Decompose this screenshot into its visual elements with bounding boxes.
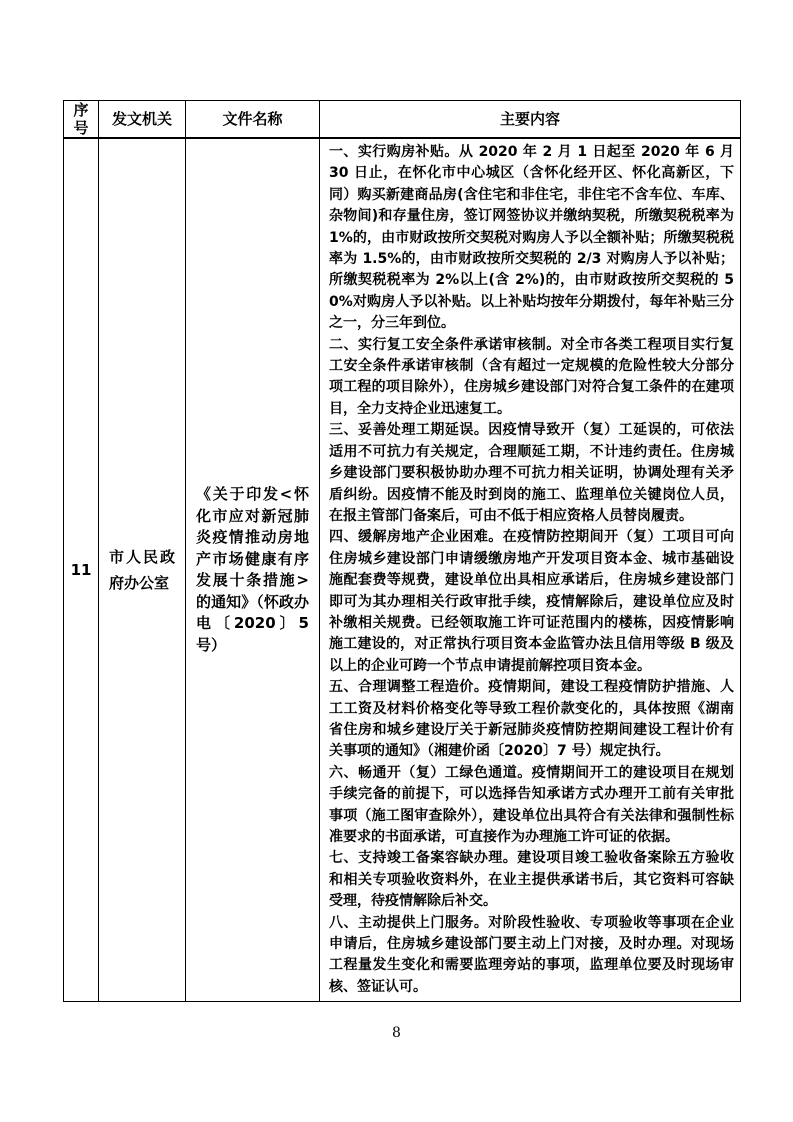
content-item-8: 八、主动提供上门服务。对阶段性验收、专项验收等事项在企业申请后，住房城乡建设部门要主动上门对接，及时办理。对现场工程量发生变化和需要监理旁站的事项，监理单位要及时现场审核、签证认可。: [329, 914, 734, 995]
header-serial-number-label: 序号: [73, 101, 89, 137]
header-main-content-label: 主要内容: [499, 110, 560, 128]
content-item-3: 三、妥善处理工期延误。因疫情导致开（复）工延误的，可依法适用不可抗力有关规定，合理顺延工期，不计违约责任。住房城乡建设部门要积极协助办理不可抗力相关证明，协调处理有关矛盾纠纷。因疫情不能及时到岗的施工、监理单位关键岗位人员，在报主管部门备案后，可由不低于相应资格人员替岗履责。: [329, 422, 734, 524]
content-item-5: 五、合理调整工程造价。疫情期间，建设工程疫情防护措施、人工工资及材料价格变化等导致工程价款变化的，具体按照《湖南省住房和城乡建设厅关于新冠肺炎疫情防控期间建设工程计价有关事项的通知》（湘建价函〔2020〕7 号）规定执行。: [329, 679, 734, 760]
cell-issuing-agency: [99, 139, 186, 1001]
issuing-agency-value: 市人民政府办公室: [109, 548, 175, 593]
content-item-6: 六、畅通开（复）工绿色通道。疫情期间开工的建设项目在规划手续完备的前提下，可以选择告知承诺方式办理开工前有关审批事项（施工图审查除外），建设单位出具符合有关法律和强制性标准要求的书面承诺，可直接作为办理施工许可证的依据。: [329, 764, 734, 845]
header-document-name: [186, 101, 320, 139]
content-item-2: 二、实行复工安全条件承诺审核制。对全市各类工程项目实行复工安全条件承诺审核制（含有超过一定规模的危险性较大分部分项工程的项目除外），住房城乡建设部门对符合复工条件的在建项目，全力支持企业迅速复工。: [329, 336, 734, 417]
header-main-content: [320, 101, 740, 139]
header-issuing-agency: [99, 101, 186, 139]
cell-serial-number: [64, 139, 99, 1001]
content-item-1: 一、实行购房补贴。从 2020 年 2 月 1 日起至 2020 年 6 月 30 日止，在怀化市中心城区（含怀化经开区、怀化高新区，下同）购买新建商品房(含住宅和非住宅，非住宅不含车位、车库、杂物间)和存量住房，签订网签协议并缴纳契税，所缴契税税率为 1%的，由市财政按所交契税对购房人予以全额补贴；所缴契税税率为 1.5%的，由市财政按所交契税的 2/3 对购房人予以补贴；所缴契税税率为 2%以上(含 2%)的，由市财政按所交契税的 50%对购房人予以补贴。以上补贴均按年分期拨付，每年补贴三分之一，分三年到位。: [329, 144, 734, 332]
policy-table: [63, 100, 741, 1002]
header-serial-number: [64, 101, 99, 139]
cell-main-content: [320, 139, 740, 1001]
page-number: 8: [392, 1025, 401, 1041]
header-issuing-agency-label: 发文机关: [111, 110, 172, 128]
document-name-value: 《关于印发<怀化市应对新冠肺炎疫情推动房地产市场健康有序发展十条措施>的通知》（怀政办电〔2020〕5 号）: [196, 485, 309, 654]
content-item-4: 四、缓解房地产企业困难。在疫情防控期间开（复）工项目可向住房城乡建设部门申请缓缴房地产开发项目资本金、城市基础设施配套费等规费，建设单位出具相应承诺后，住房城乡建设部门即可为其办理相关行政审批手续，疫情解除后，建设单位应及时补缴相关规费。已经领取施工许可证范围内的楼栋，因疫情影响施工建设的，对正常执行项目资本金监管办法且信用等级 B 级及以上的企业可跨一个节点申请提前解控项目资本金。: [329, 529, 734, 674]
header-document-name-label: 文件名称: [222, 110, 283, 128]
cell-document-name: [186, 139, 320, 1001]
content-item-7: 七、支持竣工备案容缺办理。建设项目竣工验收备案除五方验收和相关专项验收资料外，在业主提供承诺书后，其它资料可容缺受理，待疫情解除后补交。: [329, 850, 734, 910]
serial-number-value: 11: [70, 561, 92, 580]
